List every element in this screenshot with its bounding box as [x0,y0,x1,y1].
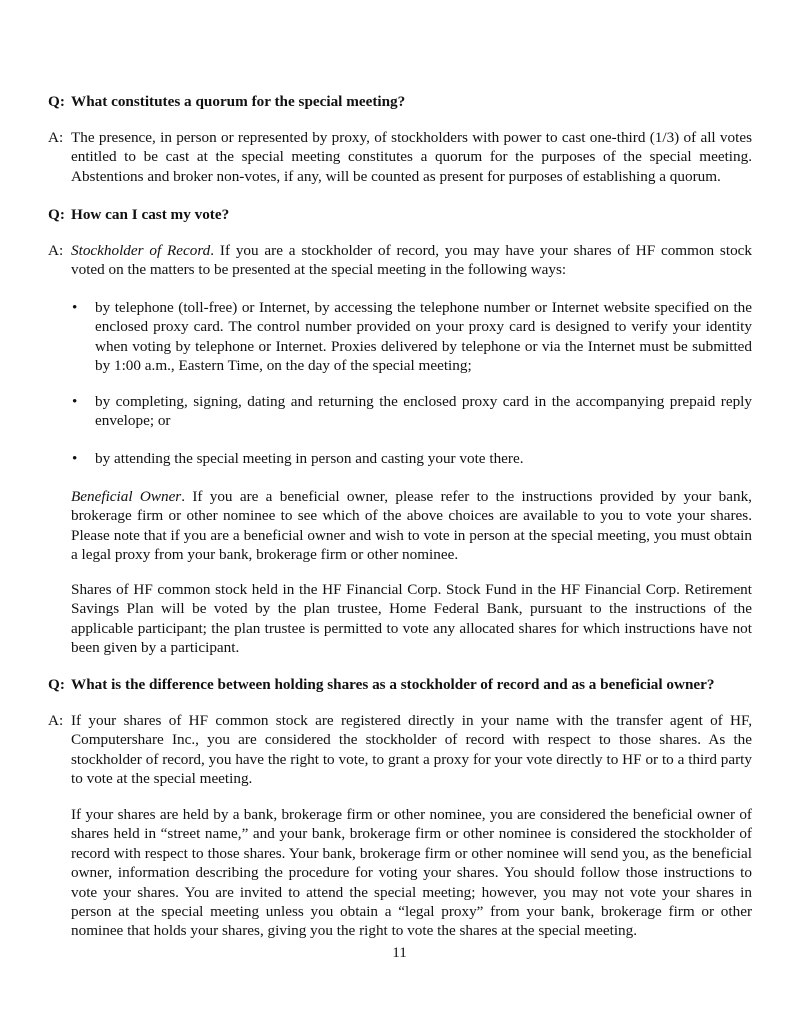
beneficial-owner-lead: Beneficial Owner [71,488,182,505]
question-text: What constitutes a quorum for the special meeting? [71,93,406,110]
a-label: A: [48,712,64,729]
bullet-marker: • [72,299,78,316]
answer-quorum [48,128,752,186]
street-name-paragraph [71,805,752,941]
answer-text: If your shares of HF common stock are registered directly in your name with the transfer agent of HF, Computershare Inc., you are considered the stockholder of record with respect to those shares. As the stockholder of record, you have the right to vote, to grant a proxy for your vote directly to HF or to a third party to vote at the special meeting. [71,712,752,788]
beneficial-owner-body: . If you are a beneficial owner, please refer to the instructions provided by your bank, brokerage firm or other nominee to see which of the above choices are available to you to vote your shares. Please note that if you are a beneficial owner and wish to vote in person at the special meeting, you must obtain a legal proxy from your bank, brokerage firm or other nominee. [71,488,752,564]
bullet-proxy-card [48,392,752,431]
retirement-plan-text: Shares of HF common stock held in the HF Financial Corp. Stock Fund in the HF Financial Corp. Retirement Savings Plan will be voted by the plan trustee, Home Federal Bank, pursuant to the instructions of the applicable participant; the plan trustee is permitted to vote any allocated shares for which instructions have not been given by a participant. [71,581,752,657]
bullet-text: by completing, signing, dating and returning the enclosed proxy card in the accompanying prepaid reply envelope; or [95,393,752,430]
question-text: How can I cast my vote? [71,206,230,223]
beneficial-owner-paragraph [71,487,752,565]
question-quorum [48,92,752,111]
bullet-marker: • [72,393,78,410]
bullet-in-person [48,449,752,468]
street-name-text: If your shares are held by a bank, brokerage firm or other nominee, you are considered the beneficial owner of shares held in “street name,” and your bank, brokerage firm or other nominee is considered the stockholder of record with respect to those shares. Your bank, brokerage firm or other nominee will send you, as the beneficial owner, information describing the procedure for voting your shares. You should follow those instructions to vote your shares. You are invited to attend the special meeting; however, you may not vote your shares in person at the special meeting unless you obtain a “legal proxy” from your bank, brokerage firm or other nominee that holds your shares, giving you the right to vote the shares at the special meeting. [71,806,752,940]
beneficial-owner-text [71,487,752,565]
answer-text [71,241,752,280]
answer-record-vs-beneficial [48,711,752,789]
answer-text: The presence, in person or represented by proxy, of stockholders with power to cast one-third (1/3) of all votes entitled to be cast at the special meeting constitutes a quorum for the purposes of the special meeting. Abstentions and broker non-votes, if any, will be counted as present for purposes of establishing a quorum. [71,129,752,185]
question-cast-vote [48,205,752,224]
bullet-marker: • [72,450,78,467]
retirement-plan-paragraph [71,580,752,658]
bullet-text: by attending the special meeting in person and casting your vote there. [95,450,524,467]
question-text: What is the difference between holding shares as a stockholder of record and as a beneficial owner? [71,676,715,693]
a-label: A: [48,242,64,259]
bullet-text: by telephone (toll-free) or Internet, by accessing the telephone number or Internet website specified on the enclosed proxy card. The control number provided on your proxy card is designed to verify your identity when voting by telephone or Internet. Proxies delivered by telephone or via the Internet must be submitted by 1:00 a.m., Eastern Time, on the day of the special meeting; [95,299,752,375]
q-label: Q: [48,676,65,693]
q-label: Q: [48,206,65,223]
question-record-vs-beneficial [48,675,752,694]
a-label: A: [48,129,64,146]
page-number: 11 [392,944,407,961]
answer-cast-vote [48,241,752,280]
stockholder-of-record-lead: Stockholder of Record [71,242,211,259]
answer-body: . If you are a stockholder of record, you may have your shares of HF common stock voted on the matters to be presented at the special meeting in the following ways: [71,242,752,279]
bullet-telephone-internet [48,298,752,376]
q-label: Q: [48,93,65,110]
